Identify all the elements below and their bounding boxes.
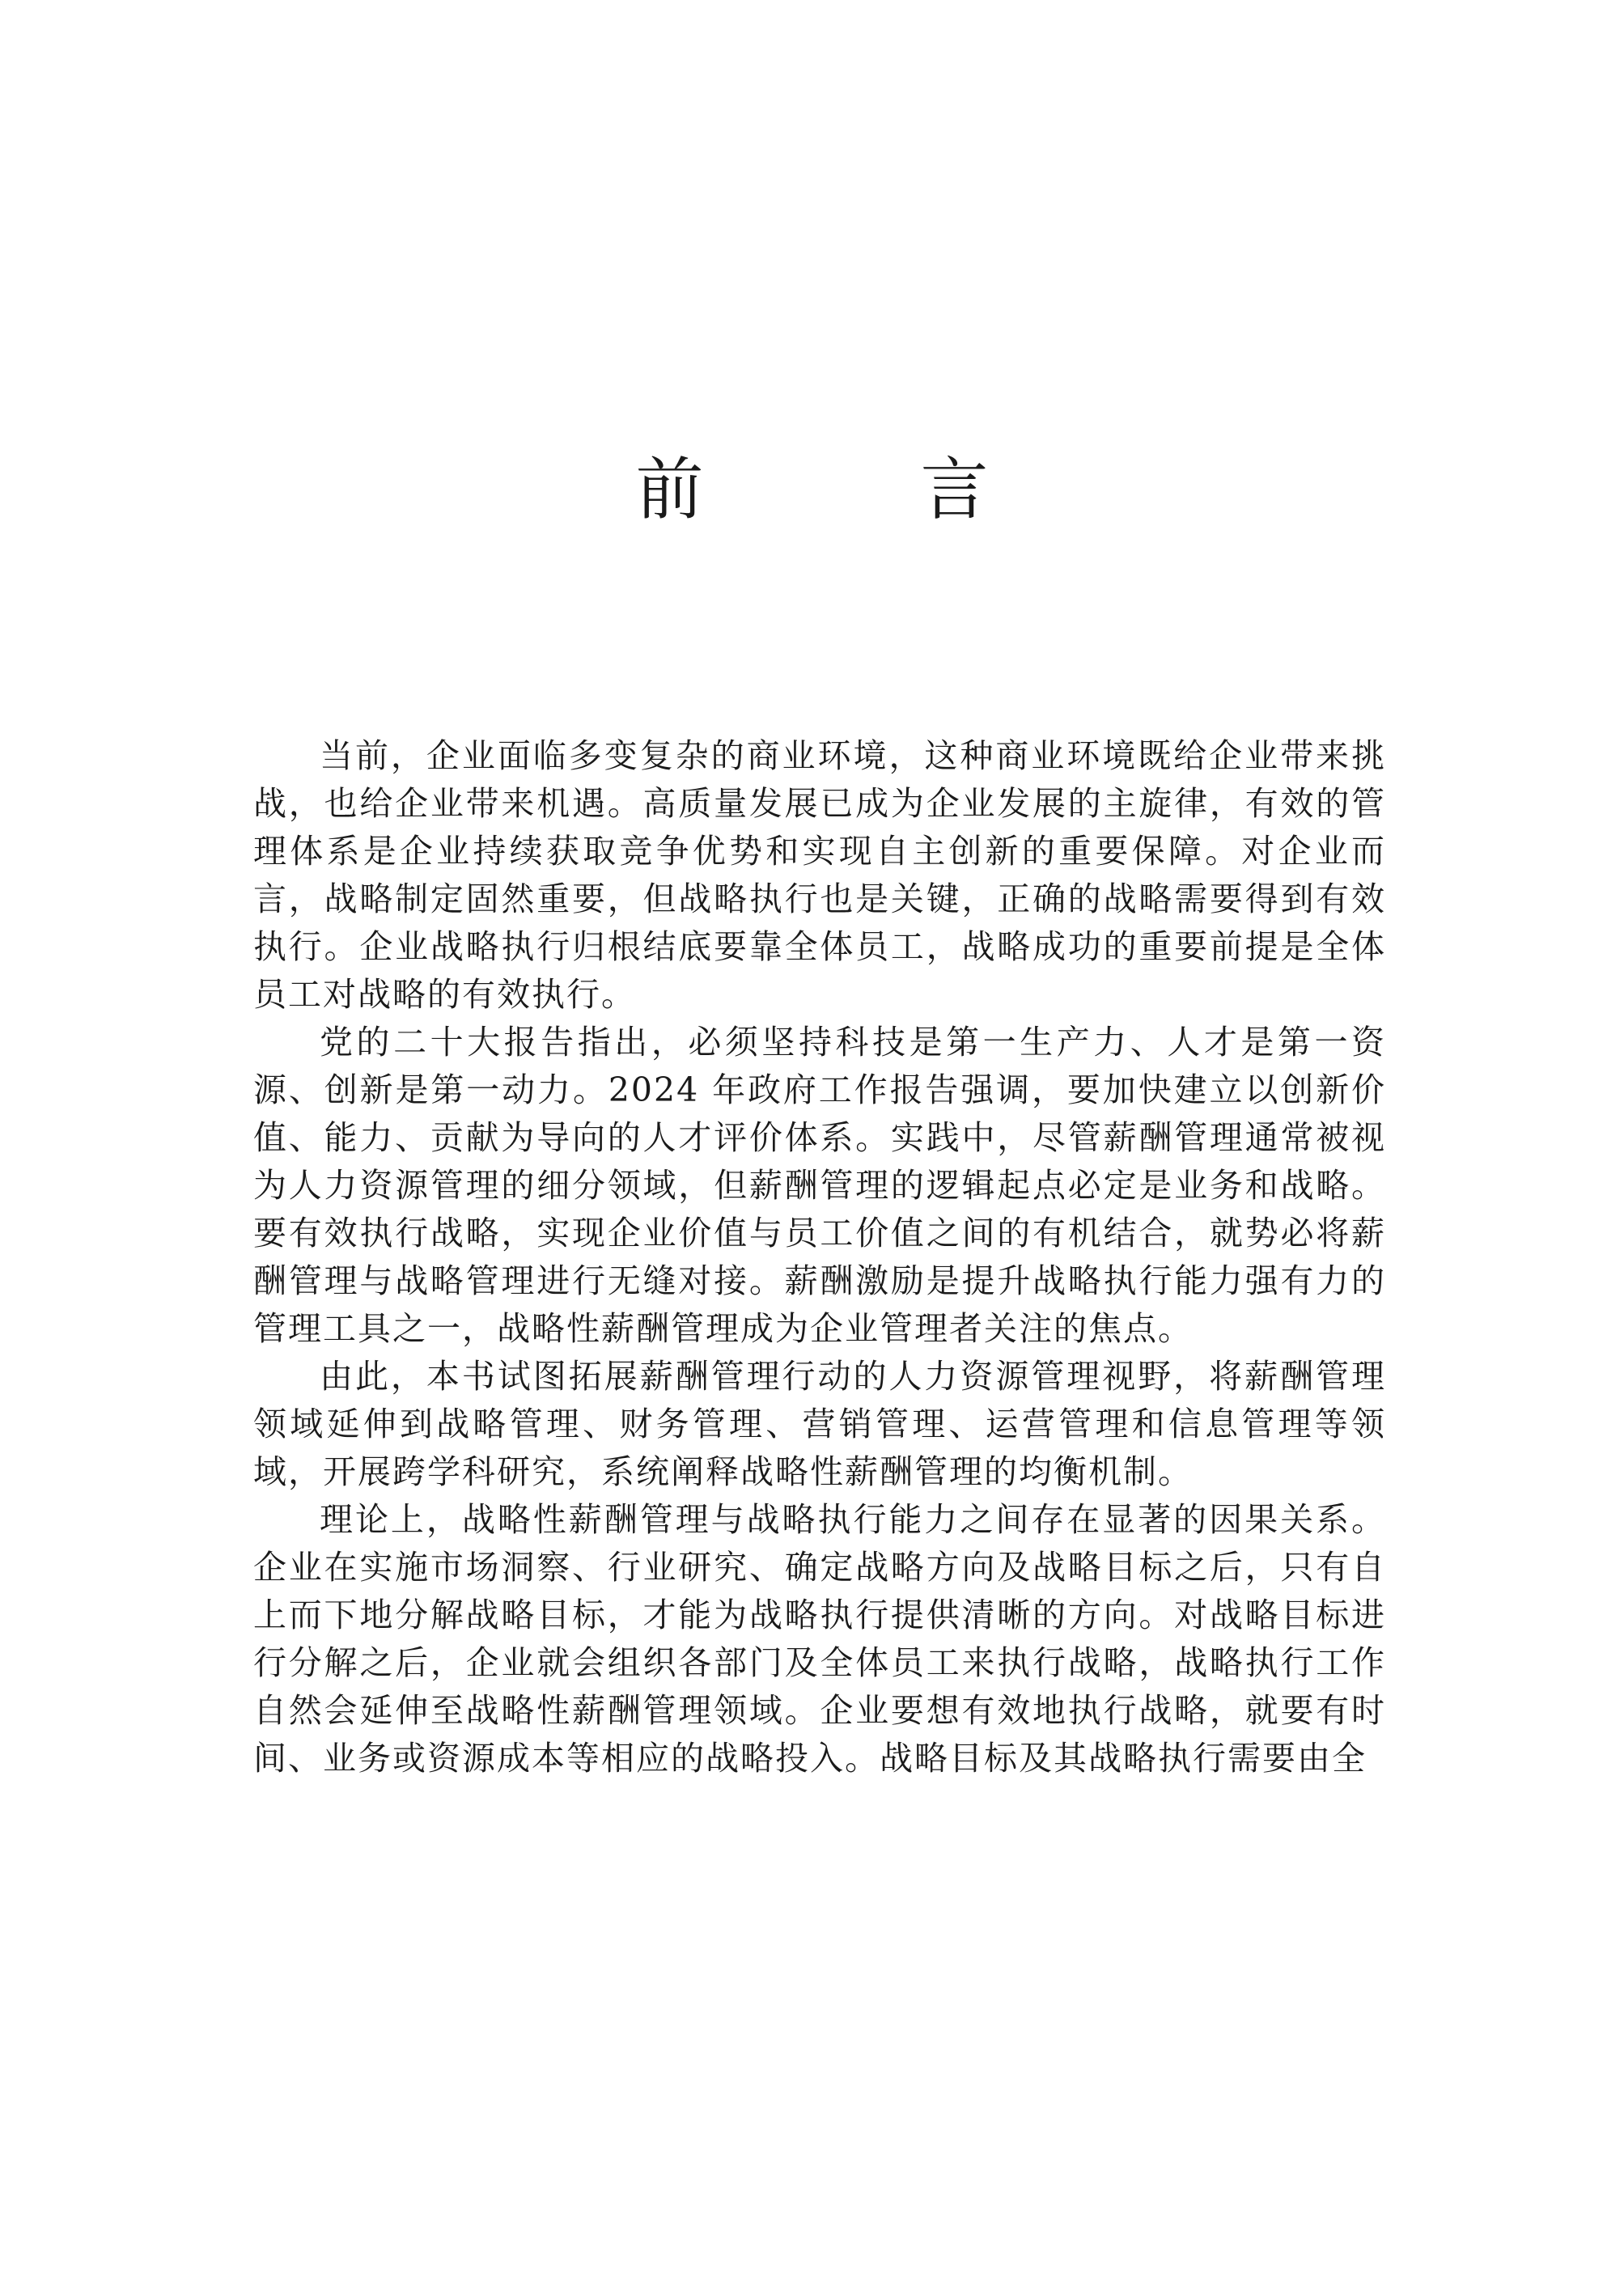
paragraph-1: 当前，企业面临多变复杂的商业环境，这种商业环境既给企业带来挑战，也给企业带来机遇。高质量发展已成为企业发展的主旋律，有效的管理体系是企业持续获取竞争优势和实现自主创新的重要保障。对企业而言，战略制定固然重要，但战略执行也是关键，正确的战略需要得到有效执行。企业战略执行归根结底要靠全体员工，战略成功的重要前提是全体员工对战略的有效执行。 [253, 736, 1386, 1014]
paragraph-4: 理论上，战略性薪酬管理与战略执行能力之间存在显著的因果关系。企业在实施市场洞察、行业研究、确定战略方向及战略目标之后，只有自上而下地分解战略目标，才能为战略执行提供清晰的方向。对战略目标进行分解之后，企业就会组织各部门及全体员工来执行战略，战略执行工作自然会延伸至战略性薪酬管理领域。企业要想有效地执行战略，就要有时间、业务或资源成本等相应的战略投入。战略目标及其战略执行需要由全 [253, 1500, 1386, 1778]
body-text [253, 732, 1386, 1782]
page-title: 前 言 [635, 450, 1063, 529]
paragraph-3: 由此，本书试图拓展薪酬管理行动的人力资源管理视野，将薪酬管理领域延伸到战略管理、财务管理、营销管理、运营管理和信息管理等领域，开展跨学科研究，系统阐释战略性薪酬管理的均衡机制。 [253, 1357, 1386, 1491]
paragraph-2: 党的二十大报告指出，必须坚持科技是第一生产力、人才是第一资源、创新是第一动力。2024 年政府工作报告强调，要加快建立以创新价值、能力、贡献为导向的人才评价体系。实践中，尽管薪酬管理通常被视为人力资源管理的细分领域，但薪酬管理的逻辑起点必定是业务和战略。要有效执行战略，实现企业价值与员工价值之间的有机结合，就势必将薪酬管理与战略管理进行无缝对接。薪酬激励是提升战略执行能力强有力的管理工具之一，战略性薪酬管理成为企业管理者关注的焦点。 [253, 1023, 1386, 1348]
